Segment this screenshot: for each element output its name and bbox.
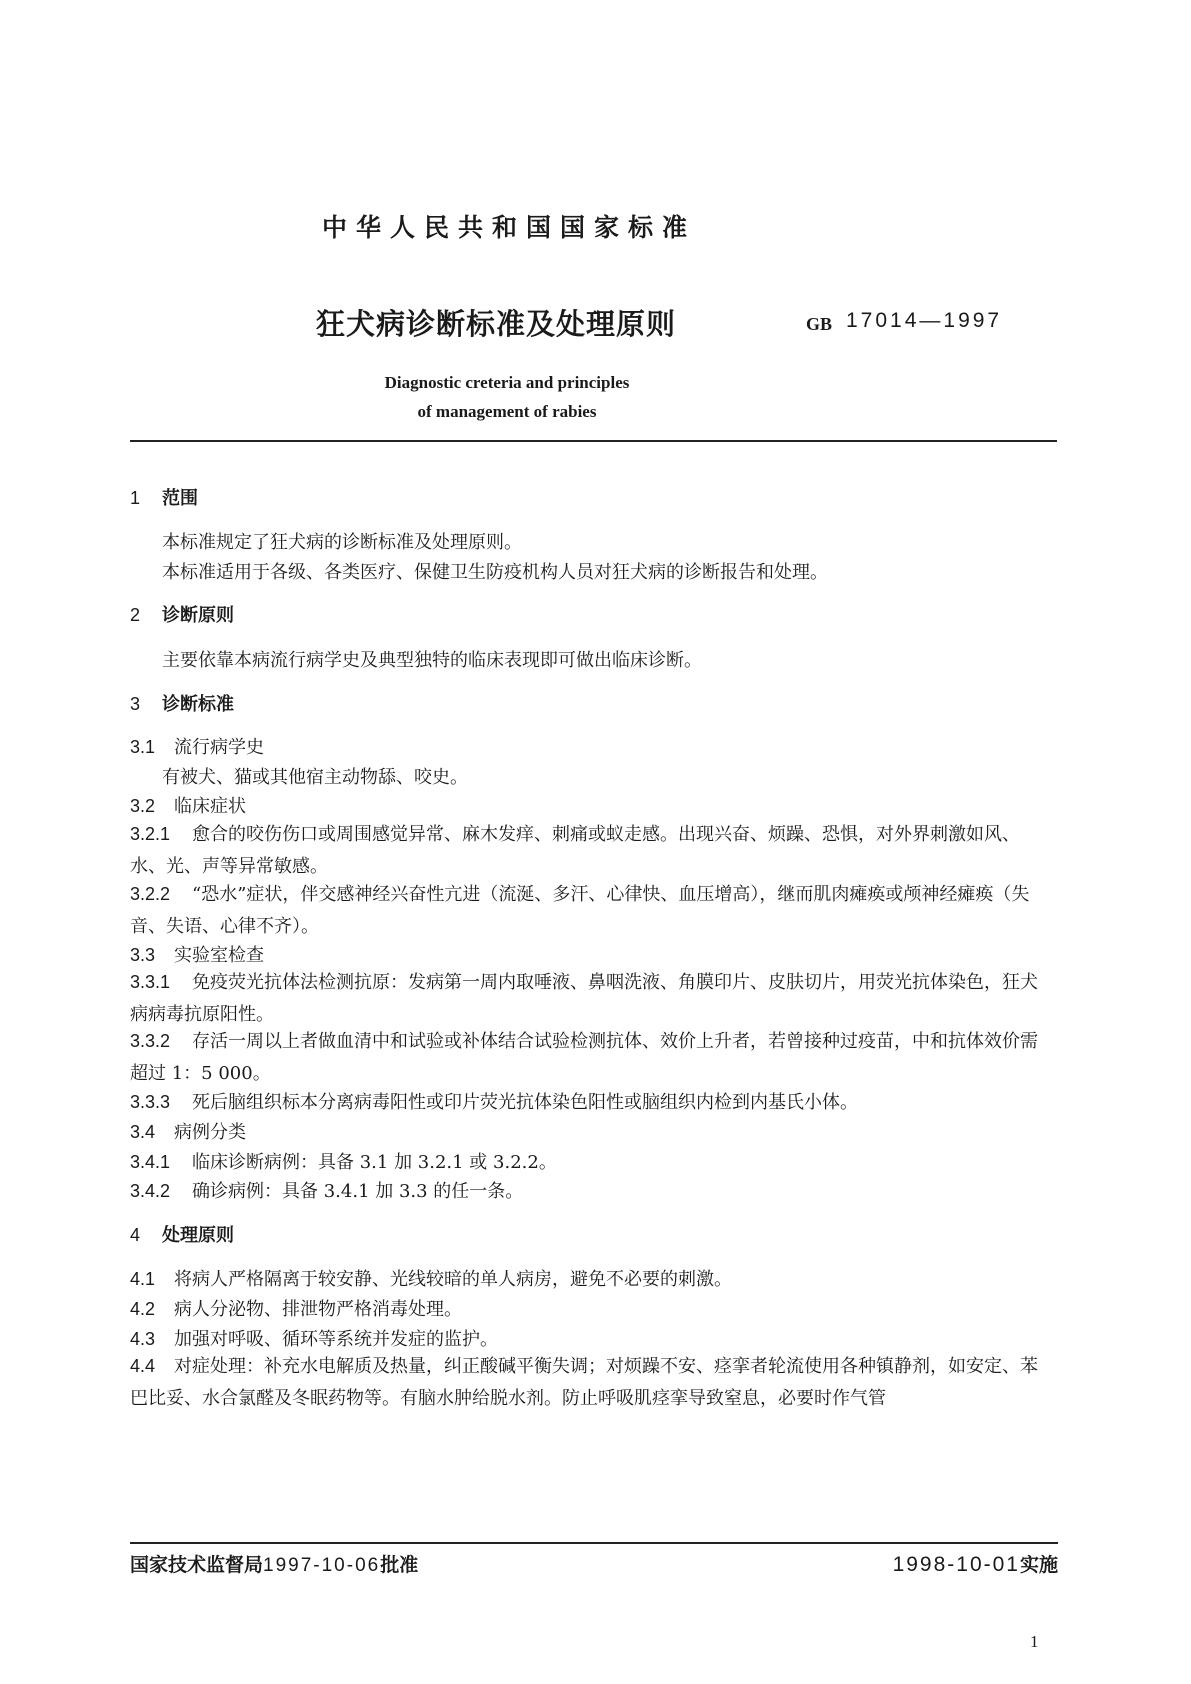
title-en-line-1: Diagnostic creteria and principles (384, 373, 630, 392)
clause-4-2: 4.2 病人分泌物、排泄物严格消毒处理。 (130, 1299, 462, 1320)
header-divider (130, 440, 1057, 442)
page-number: 1 (1030, 1632, 1039, 1651)
implementation-line (893, 1550, 1058, 1577)
document-title-cn: 狂犬病诊断标准及处理原则 (316, 307, 677, 341)
section-1-para-1: 本标准规定了狂犬病的诊断标准及处理原则。 (162, 532, 522, 553)
clause-3-1-text: 有被犬、猫或其他宿主动物舔、咬史。 (162, 767, 468, 788)
clause-3-3-2: 3.3.2 存活一周以上者做血清中和试验或补体结合试验检测抗体、效价上升者，若曾接种过疫苗，中和抗体效价需超过 1：5 000。 (130, 1031, 1038, 1084)
approval-line (130, 1550, 418, 1577)
clause-3-1: 3.1 流行病学史 (130, 737, 264, 758)
national-standard-heading: 中华人民共和国国家标准 (322, 213, 697, 242)
section-3-heading (130, 690, 234, 716)
clause-4-4: 4.4 对症处理：补充水电解质及热量，纠正酸碱平衡失调；对烦躁不安、痉挛者轮流使用各种镇静剂，如安定、苯巴比妥、水合氯醛及冬眠药物等。有脑水肿给脱水剂。防止呼吸肌痉挛导致窒息，必要时作气管 (130, 1356, 1038, 1409)
clause-3-2-1: 3.2.1 愈合的咬伤伤口或周围感觉异常、麻木发痒、刺痛或蚁走感。出现兴奋、烦躁、恐惧，对外界刺激如风、水、光、声等异常敏感。 (130, 824, 1020, 877)
clause-3-3: 3.3 实验室检查 (130, 945, 264, 966)
clause-3-3-3: 3.3.3 死后脑组织标本分离病毒阳性或印片荧光抗体染色阳性或脑组织内检到内基氏小体。 (130, 1092, 858, 1113)
approval-label: 批准 (380, 1554, 419, 1576)
clause-3-3-1: 3.3.1 免疫荧光抗体法检测抗原：发病第一周内取唾液、鼻咽洗液、角膜印片、皮肤切片，用荧光抗体染色，狂犬病病毒抗原阳性。 (130, 972, 1038, 1025)
section-number: 1 (130, 488, 141, 508)
section-2-heading (130, 601, 234, 627)
clause-3-4-1: 3.4.1 临床诊断病例：具备 3.1 加 3.2.1 或 3.2.2。 (130, 1152, 557, 1173)
standard-number: 17014—1997 (846, 309, 1003, 332)
implementation-date: 1998-10-01 (892, 1553, 1020, 1576)
issuer: 国家技术监督局 (130, 1554, 264, 1576)
title-en-line-2: of management of rabies (417, 402, 597, 421)
section-title: 范围 (162, 488, 198, 509)
section-4-heading (130, 1221, 234, 1247)
clause-3-4: 3.4 病例分类 (130, 1122, 246, 1143)
implementation-label: 实施 (1019, 1554, 1058, 1576)
section-title: 处理原则 (162, 1225, 234, 1246)
section-title: 诊断原则 (162, 605, 234, 626)
clause-3-2: 3.2 临床症状 (130, 796, 246, 817)
standard-prefix: GB (806, 314, 833, 334)
clause-4-3: 4.3 加强对呼吸、循环等系统并发症的监护。 (130, 1329, 498, 1350)
document-title-en (352, 368, 662, 426)
section-number: 3 (130, 694, 141, 714)
footer-divider (130, 1542, 1058, 1544)
section-2-para-1: 主要依靠本病流行病学史及典型独特的临床表现即可做出临床诊断。 (162, 650, 702, 671)
section-number: 4 (130, 1225, 141, 1245)
section-title: 诊断标准 (162, 694, 234, 715)
approval-date: 1997-10-06 (263, 1555, 381, 1576)
section-1-para-2: 本标准适用于各级、各类医疗、保健卫生防疫机构人员对狂犬病的诊断报告和处理。 (162, 562, 828, 583)
clause-3-4-2: 3.4.2 确诊病例：具备 3.4.1 加 3.3 的任一条。 (130, 1181, 524, 1202)
clause-3-2-2: 3.2.2 “恐水”症状，伴交感神经兴奋性亢进（流涎、多汗、心律快、血压增高），继而肌肉瘫痪或颅神经瘫痪（失音、失语、心律不齐）。 (130, 884, 1030, 937)
clause-4-1: 4.1 将病人严格隔离于较安静、光线较暗的单人病房，避免不必要的刺激。 (130, 1269, 732, 1290)
section-number: 2 (130, 605, 141, 625)
section-1-heading (130, 484, 198, 510)
